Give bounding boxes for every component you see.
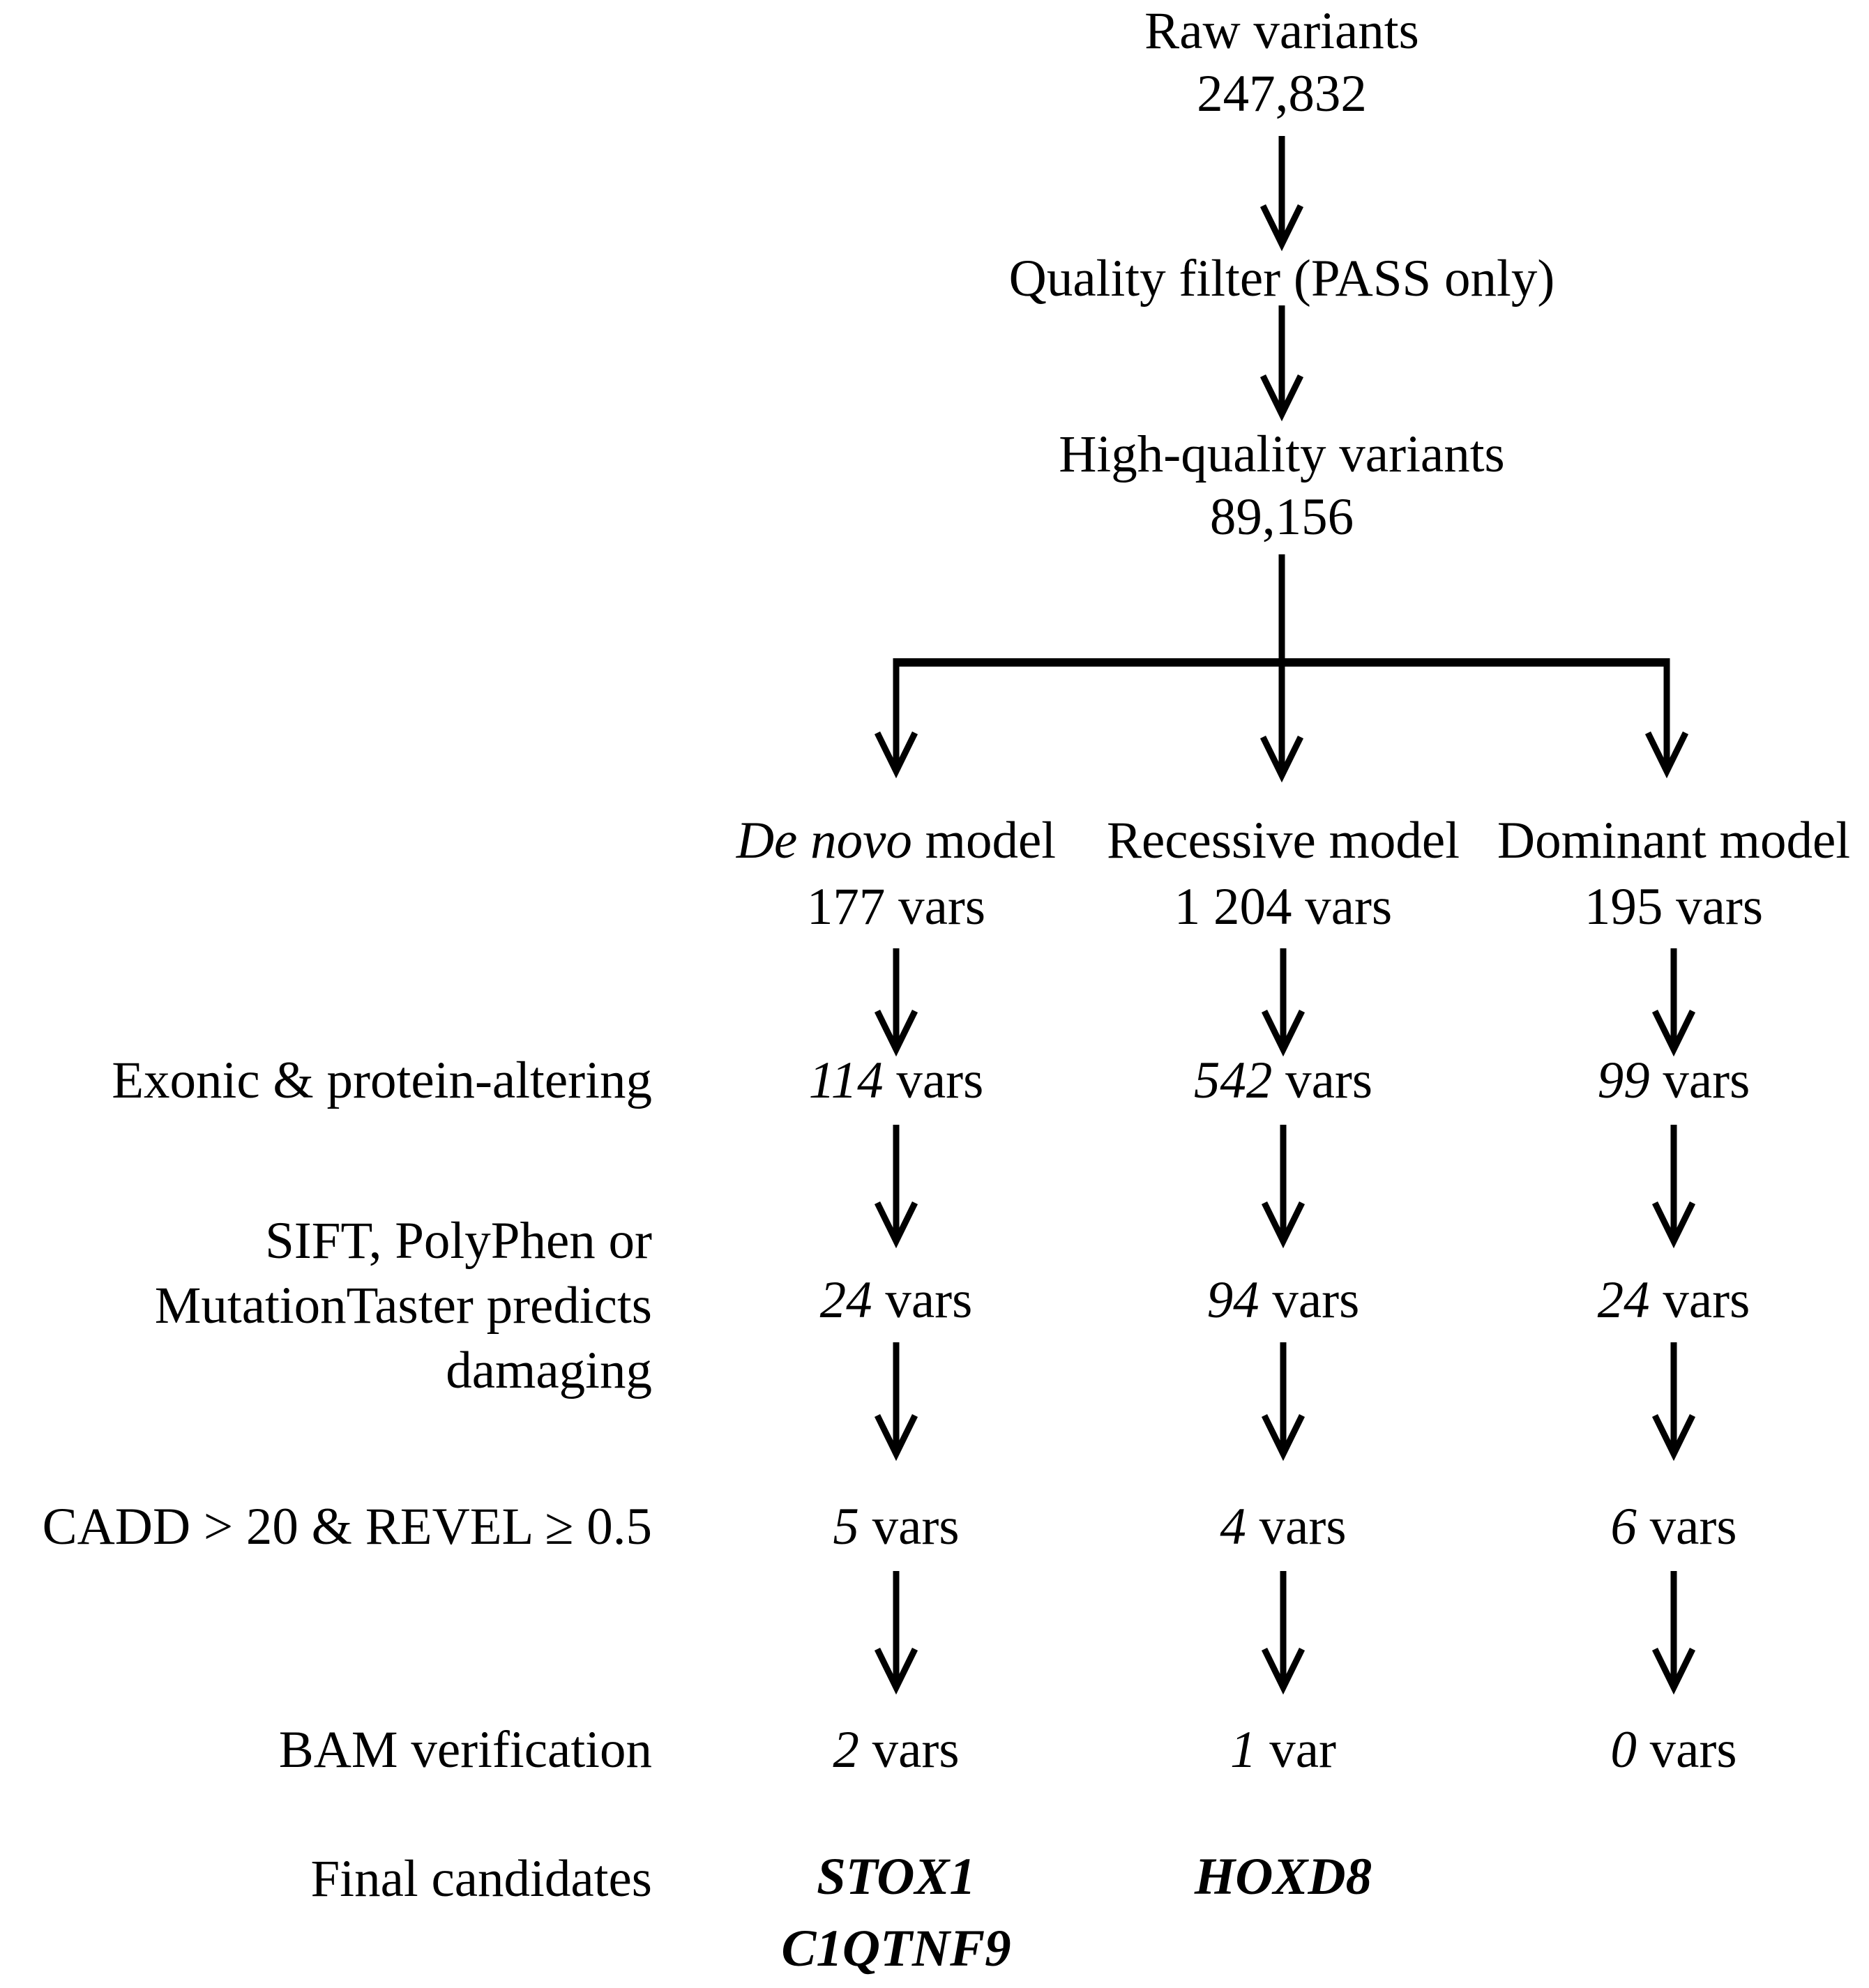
de-novo-model-name: [736, 807, 1056, 874]
final-genes-denovo: [781, 1841, 1011, 1985]
value-unit: vars: [1272, 1052, 1373, 1109]
value-number: 114: [808, 1052, 884, 1109]
value-number: 5: [833, 1498, 859, 1556]
value-bam-dominant: [1610, 1719, 1736, 1782]
arrow-dominant-to-exonic: [1646, 948, 1702, 1049]
arrow-exonic-to-damaging-denovo: [868, 1125, 924, 1241]
value-cadd-dominant: [1610, 1496, 1736, 1558]
gene-hoxd8: HOXD8: [1194, 1848, 1372, 1906]
label-sift-line2: MutationTaster predicts: [154, 1277, 652, 1335]
value-number: 0: [1610, 1721, 1637, 1779]
label-cadd-revel: [43, 1496, 652, 1558]
de-novo-model-name-italic: De novo: [736, 812, 912, 870]
value-unit: var: [1256, 1721, 1337, 1779]
raw-variants-count: 247,832: [1197, 65, 1367, 123]
final-genes-recessive: [1195, 1841, 1372, 1913]
value-exonic-denovo: [809, 1049, 984, 1112]
arrow-quality-filter-to-high-quality: [1254, 305, 1310, 414]
gene-stox1: STOX1: [817, 1848, 976, 1906]
de-novo-model-count: 177 vars: [806, 878, 986, 936]
value-number: 94: [1206, 1271, 1259, 1329]
value-unit: vars: [1649, 1271, 1750, 1329]
label-final-line: Final candidates: [310, 1850, 652, 1908]
node-de-novo-model: [736, 807, 1056, 940]
branch-connector: [837, 551, 1709, 788]
label-sift-line1: SIFT, PolyPhen or: [265, 1212, 652, 1270]
dominant-model-count: 195 vars: [1584, 878, 1764, 936]
value-cadd-denovo: [833, 1496, 959, 1558]
value-number: 6: [1610, 1498, 1637, 1556]
value-unit: vars: [1246, 1498, 1347, 1556]
node-recessive-model: [1107, 807, 1460, 940]
label-sift-line3: damaging: [446, 1342, 652, 1399]
arrow-cadd-to-bam-dominant: [1646, 1571, 1702, 1687]
node-dominant-model: [1497, 807, 1850, 940]
value-number: 2: [833, 1721, 859, 1779]
arrow-cadd-to-bam-recessive: [1255, 1571, 1311, 1687]
label-exonic-protein-altering: [112, 1049, 652, 1112]
arrow-denovo-to-exonic: [868, 948, 924, 1049]
label-prediction-damaging: [155, 1208, 652, 1403]
node-quality-filter: [1009, 248, 1555, 310]
label-final-candidates: [311, 1848, 652, 1911]
node-raw-variants: [1144, 0, 1419, 126]
value-unit: vars: [858, 1721, 960, 1779]
label-cadd-line: CADD > 20 & REVEL ≥ 0.5: [42, 1498, 652, 1556]
label-exonic-line: Exonic & protein-altering: [112, 1052, 652, 1109]
high-quality-title: High-quality variants: [1059, 425, 1505, 483]
arrow-damaging-to-cadd-dominant: [1646, 1342, 1702, 1454]
recessive-model-count: 1 204 vars: [1174, 878, 1393, 936]
value-exonic-dominant: [1598, 1049, 1750, 1112]
value-bam-denovo: [833, 1719, 959, 1782]
value-exonic-recessive: [1194, 1049, 1372, 1112]
value-number: 1: [1229, 1721, 1257, 1779]
gene-c1qtnf9: C1QTNF9: [781, 1920, 1011, 1978]
high-quality-count: 89,156: [1209, 488, 1354, 546]
arrow-exonic-to-damaging-recessive: [1255, 1125, 1311, 1241]
node-high-quality-variants: [1059, 423, 1504, 549]
value-unit: vars: [883, 1052, 984, 1109]
arrow-raw-to-quality-filter: [1254, 136, 1310, 244]
value-bam-recessive: [1230, 1719, 1336, 1782]
arrow-damaging-to-cadd-denovo: [868, 1342, 924, 1454]
value-number: 99: [1597, 1052, 1650, 1109]
value-number: 4: [1220, 1498, 1246, 1556]
value-damaging-recessive: [1207, 1269, 1360, 1332]
raw-variants-title: Raw variants: [1144, 2, 1419, 60]
value-unit: vars: [858, 1498, 960, 1556]
quality-filter-label: Quality filter (PASS only): [1008, 250, 1555, 308]
value-unit: vars: [1259, 1271, 1360, 1329]
arrow-exonic-to-damaging-dominant: [1646, 1125, 1702, 1241]
value-unit: vars: [1649, 1052, 1750, 1109]
value-number: 24: [819, 1271, 872, 1329]
de-novo-model-name-regular: model: [911, 812, 1057, 870]
recessive-model-name: Recessive model: [1106, 812, 1460, 870]
label-bam-line: BAM verification: [278, 1721, 652, 1779]
dominant-model-name: Dominant model: [1497, 812, 1851, 870]
value-unit: vars: [1636, 1721, 1737, 1779]
value-unit: vars: [872, 1271, 973, 1329]
value-number: 542: [1193, 1052, 1273, 1109]
label-bam-verification: [279, 1719, 652, 1782]
value-number: 24: [1597, 1271, 1650, 1329]
arrow-recessive-to-exonic: [1255, 948, 1311, 1049]
value-damaging-dominant: [1598, 1269, 1750, 1332]
value-damaging-denovo: [820, 1269, 973, 1332]
arrow-cadd-to-bam-denovo: [868, 1571, 924, 1687]
arrow-damaging-to-cadd-recessive: [1255, 1342, 1311, 1454]
value-unit: vars: [1636, 1498, 1737, 1556]
value-cadd-recessive: [1220, 1496, 1346, 1558]
